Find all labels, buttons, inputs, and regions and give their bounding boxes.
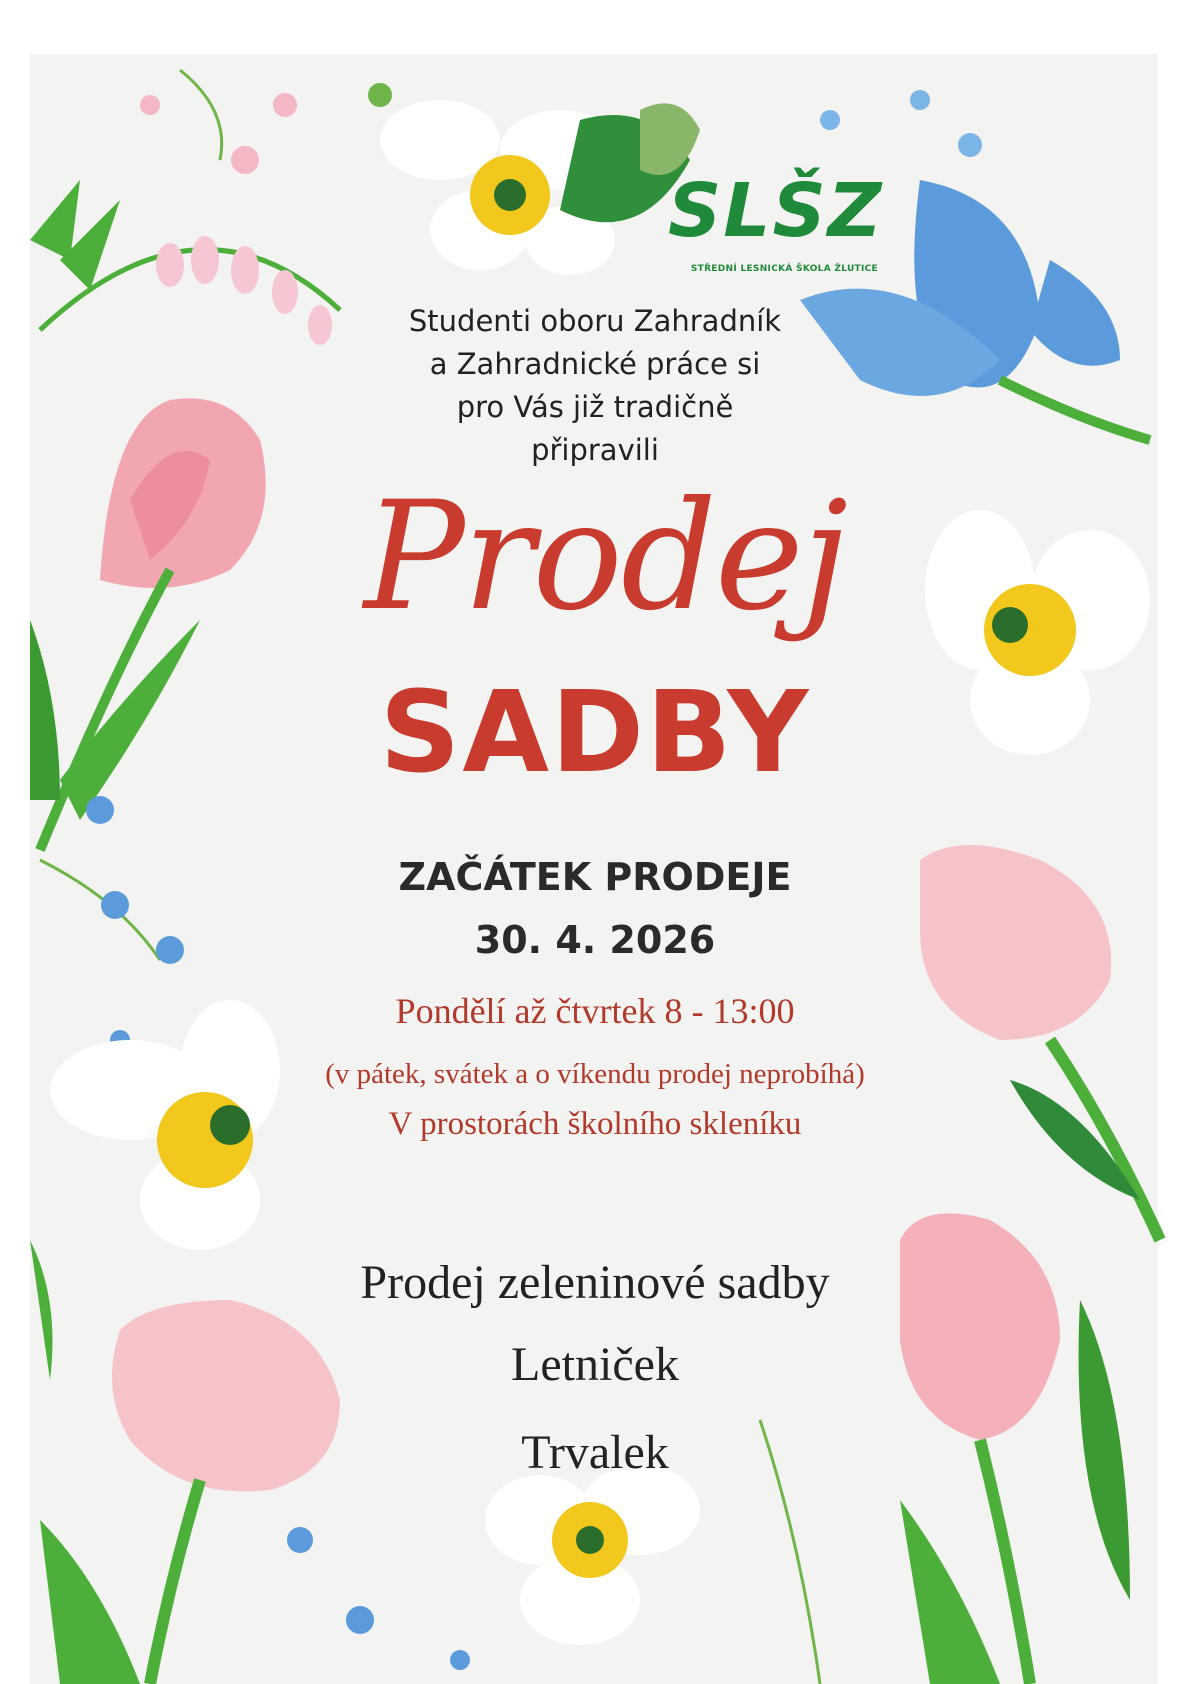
- sale-location: V prostorách školního skleníku: [388, 1106, 802, 1142]
- intro-line-4: připravili: [531, 433, 659, 467]
- title-bold: SADBY: [379, 668, 811, 798]
- sale-start-label: ZAČÁTEK PRODEJE: [398, 855, 792, 899]
- intro-line-1: Studenti oboru Zahradník: [408, 304, 782, 338]
- pink-tulip-right-upper: [920, 845, 1160, 1240]
- opening-hours-note: (v pátek, svátek a o víkendu prodej neprobíhá): [325, 1058, 865, 1090]
- white-flower-bottom: [485, 1465, 700, 1645]
- sale-start-date: 30. 4. 2026: [474, 918, 716, 962]
- product-annuals: Letniček: [511, 1338, 679, 1391]
- product-perennials: Trvalek: [521, 1426, 669, 1479]
- school-logo: SLŠZ: [668, 168, 884, 254]
- intro-line-3: pro Vás již tradičně: [456, 390, 734, 424]
- intro-line-2: a Zahradnické práce si: [429, 347, 761, 381]
- school-logo-subtitle: STŘEDNÍ LESNICKÁ ŠKOLA ŽLUTICE: [690, 264, 878, 274]
- pink-sprig-top-left: [140, 70, 392, 174]
- title-script: Prodej: [363, 470, 847, 644]
- product-vegetable-seedlings: Prodej zeleninové sadby: [360, 1256, 830, 1309]
- opening-hours: Pondělí až čtvrtek 8 - 13:00: [395, 991, 795, 1031]
